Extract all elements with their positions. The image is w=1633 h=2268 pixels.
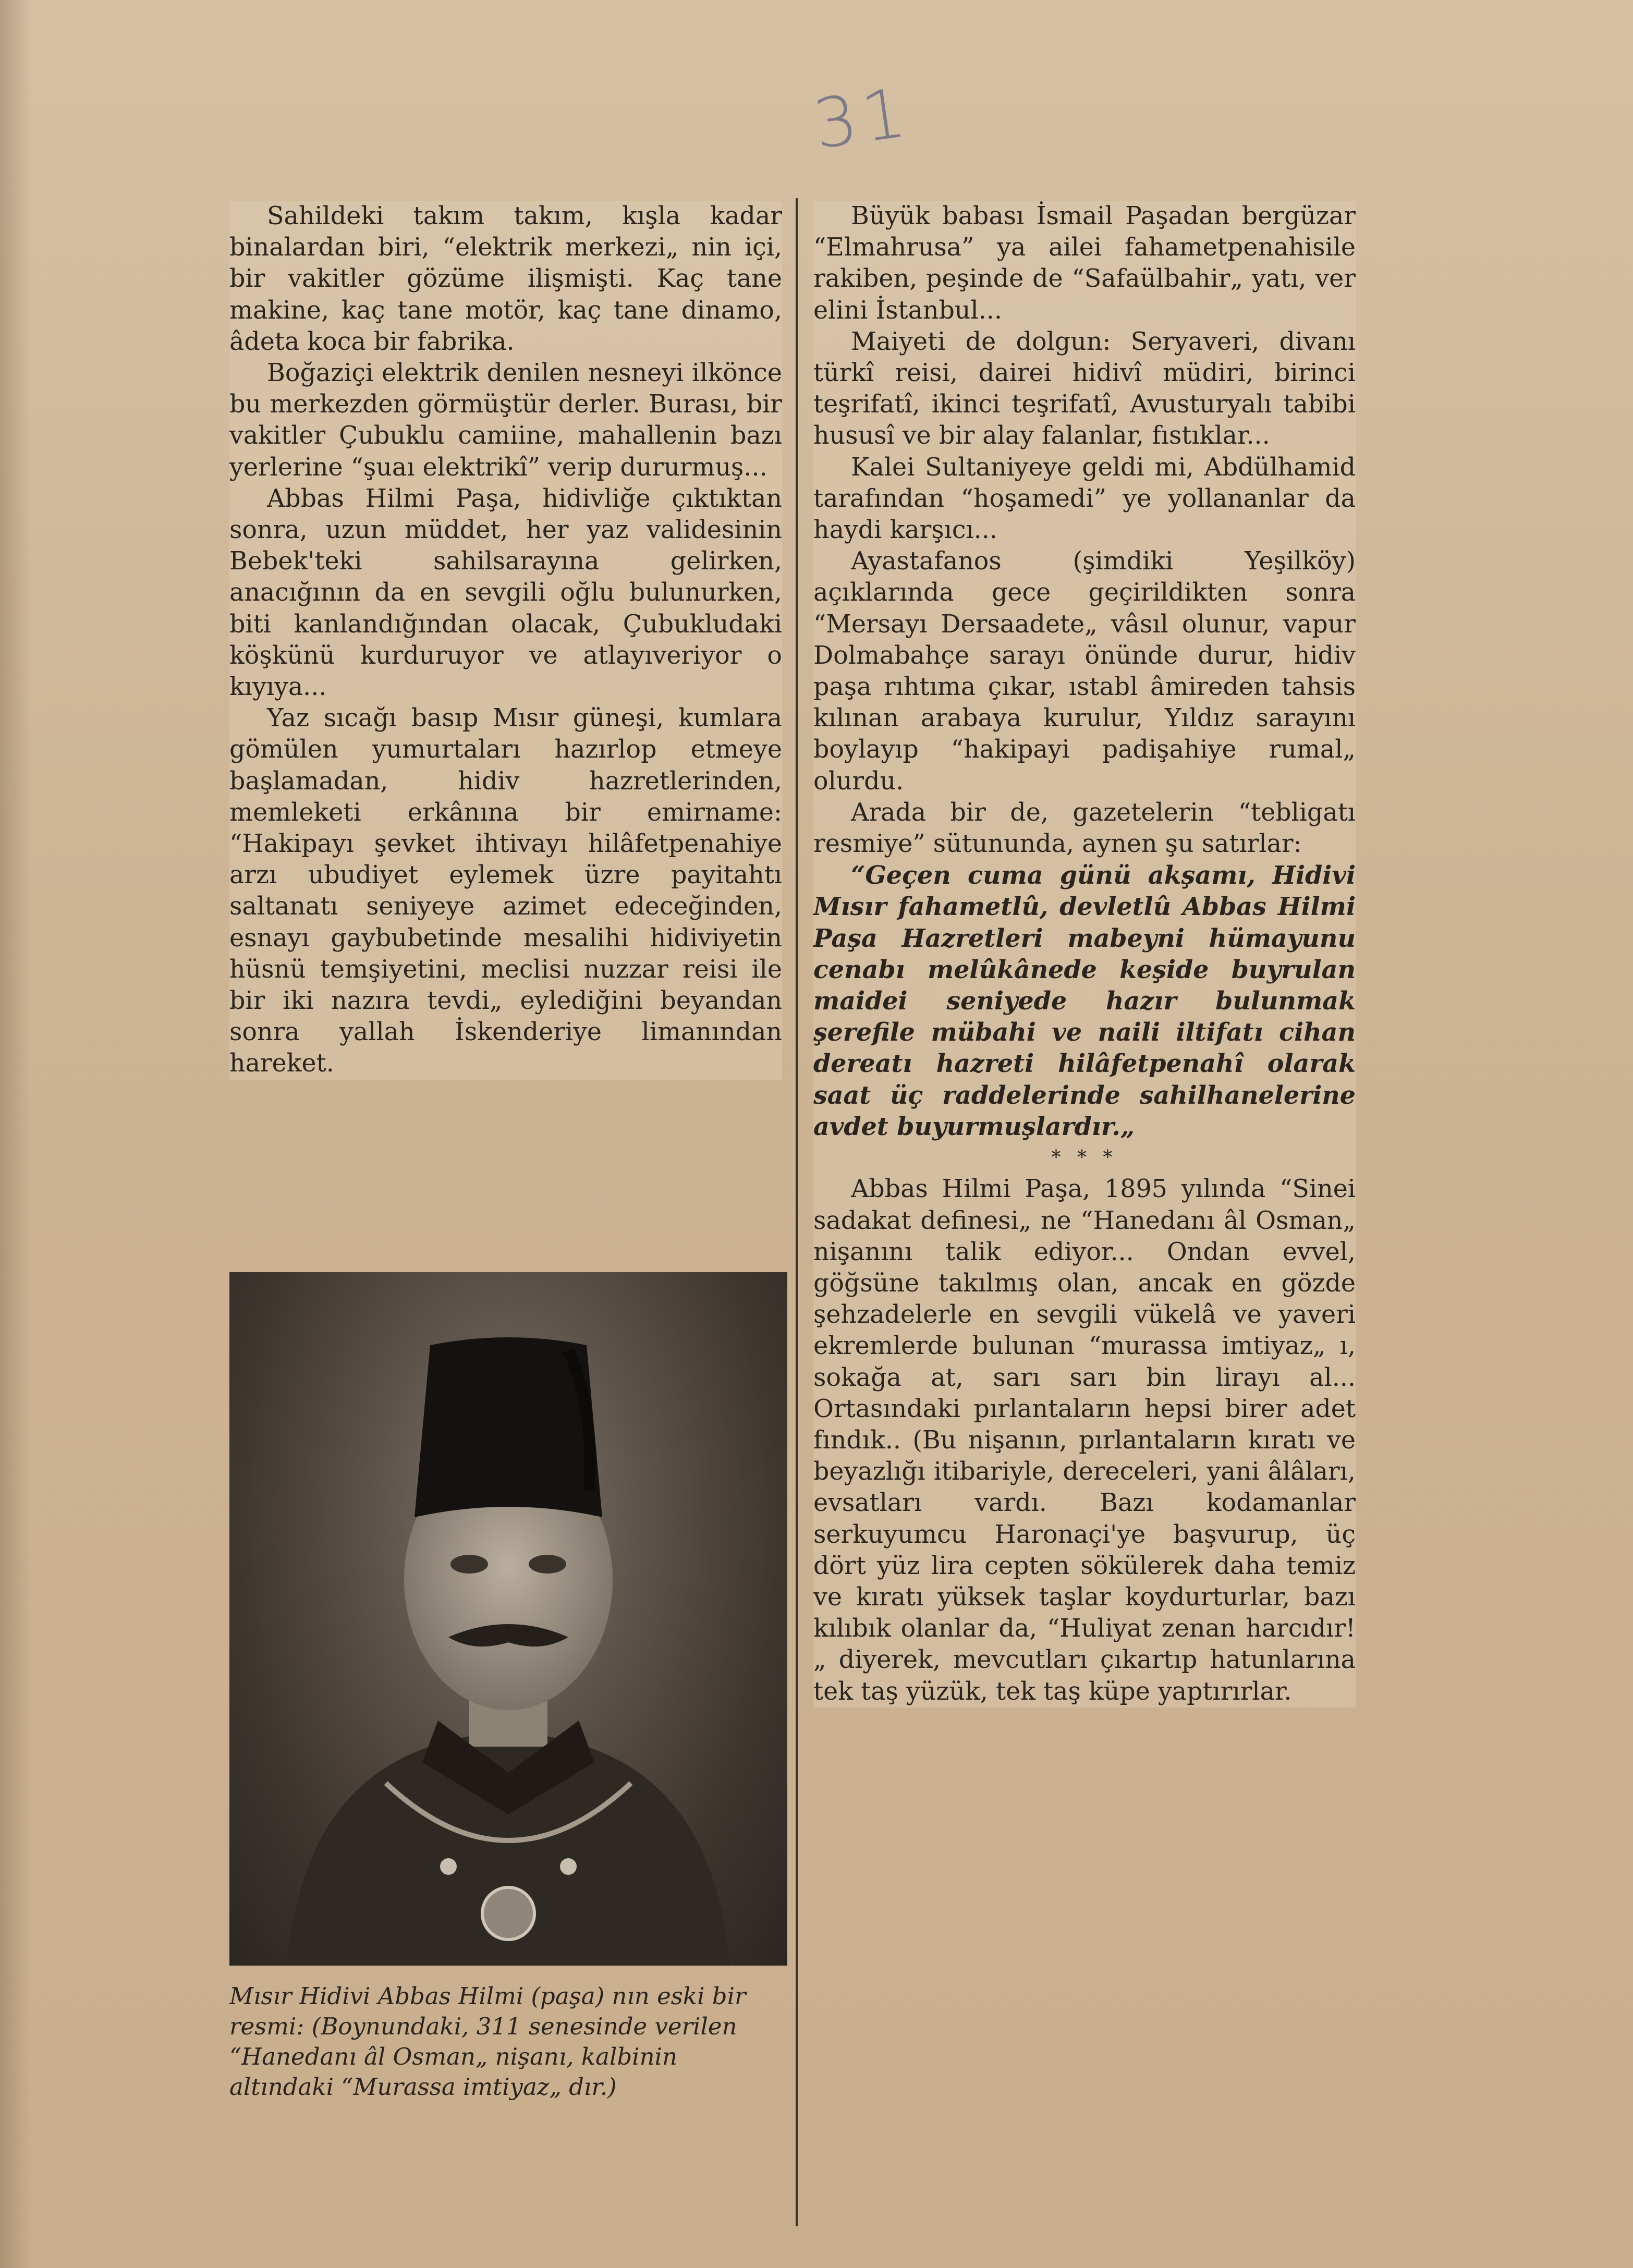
paragraph: Boğaziçi elektrik denilen nesneyi ilkönce bu merkezden görmüştür derler. Burası, bir vakitler Çubuklu camiine, mahallenin bazı yerlerine “şuaı elektrikî” verip dururmuş... — [229, 359, 782, 482]
paragraph: Yaz sıcağı basıp Mısır güneşi, kumlara gömülen yumurtaları hazırlop etmeye başlamadan, hidiv hazretlerinden, memleketi erkânına bir emirname: “Hakipayı şevket ihtivayı hilâfetpenahiye arzı ubudiyet eylemek üzre payitahtı saltanatı seniyeye azimet edeceğinden, esnayı gaybubetinde mesalihi hidiviyetin hüsnü temşiyetini, meclisi nuzzar reisi ile bir iki nazıra tevdi„ eylediğini beyandan sonra yallah İskenderiye limanından hareket. — [229, 704, 782, 1078]
section-separator: * * * — [1051, 1147, 1118, 1169]
paragraph: Ayastafanos (şimdiki Yeşilköy) açıklarında gece geçirildikten sonra “Mersayı Dersaadete„ vâsıl olunur, vapur Dolmabahçe sarayı önünde durur, hidiv paşa rıhtıma çıkar, ıstabl âmireden tahsis kılınan arabaya kurulur, Yıldız sarayını boylayıp “hakipayi padişahiye rumal„ olurdu. — [813, 547, 1356, 796]
left-column-text — [229, 201, 782, 1080]
page-edge-shadow — [0, 0, 31, 2268]
paragraph: Kalei Sultaniyeye geldi mi, Abdülhamid tarafından “hoşamedi” ye yollananlar da haydi karşıcı... — [813, 453, 1356, 545]
paragraph: Sahildeki takım takım, kışla kadar binalardan biri, “elektrik merkezi„ nin içi, bir vakitler gözüme ilişmişti. Kaç tane makine, kaç tane motör, kaç tane dinamo, âdeta koca bir fabrika. — [229, 202, 782, 356]
portrait-photo — [229, 1272, 787, 1966]
paragraph: Maiyeti de dolgun: Seryaveri, divanı türkî reisi, dairei hidivî müdiri, birinci teşrifatî, ikinci teşrifatî, Avusturyalı tabibi hususî ve bir alay falanlar, fıstıklar... — [813, 327, 1356, 450]
paragraph: Abbas Hilmi Paşa, hidivliğe çıktıktan sonra, uzun müddet, her yaz validesinin Bebek'teki sahilsarayına gelirken, anacığının da en sevgili oğlu bulunurken, biti kanlandığından olacak, Çubukludaki köşkünü kurduruyor ve atlayıveriyor o kıyıya... — [229, 484, 782, 702]
photo-caption: Mısır Hidivi Abbas Hilmi (paşa) nın eski bir resmi: (Boynundaki, 311 senesinde verilen “Hanedanı âl Osman„ nişanı, kalbinin altındaki “Murassa imtiyaz„ dır.) — [229, 1982, 746, 2101]
paragraph: Arada bir de, gazetelerin “tebligatı resmiye” sütununda, aynen şu satırlar: — [813, 798, 1356, 859]
column-divider — [796, 198, 798, 2226]
right-column-text — [813, 201, 1356, 1708]
portrait-figure-drawing — [229, 1272, 787, 1966]
quoted-announcement: “Geçen cuma günü akşamı, Hidivi Mısır fahametlû, devletlû Abbas Hilmi Paşa Hazretleri mabeyni hümayunu cenabı melûkânede keşide buyrulan maidei seniyede hazır bulunmak şerefile mübahi ve naili iltifatı cihan dereatı hazreti hilâfetpenahî olarak saat üç raddelerinde sahilhanelerine avdet buyurmuşlardır.„ — [813, 861, 1356, 1141]
paragraph: Büyük babası İsmail Paşadan bergüzar “Elmahrusa” ya ailei fahametpenahisile rakiben, peşinde de “Safaülbahir„ yatı, ver elini İstanbul... — [813, 202, 1356, 325]
handwritten-page-number: 31 — [809, 72, 916, 165]
paragraph: Abbas Hilmi Paşa, 1895 yılında “Sinei sadakat definesi„ ne “Hanedanı âl Osman„ nişanını talik ediyor... Ondan evvel, göğsüne takılmış olan, ancak en gözde şehzadelerle en sevgili vükelâ ve yaveri ekremlerde bulunan “murassa imtiyaz„ ı, sokağa at, sarı sarı bin lirayı al... Ortasındaki pırlantaların hepsi birer adet fındık.. (Bu nişanın, pırlantaların kıratı ve beyazlığı itibariyle, dereceleri, yani âlâları, evsatları vardı. Bazı kodamanlar serkuyumcu Haronaçi'ye başvurup, üç dört yüz lira cepten sökülerek daha temiz ve kıratı yüksek taşlar koydurturlar, bazı kılıbık olanlar da, “Huliyat zenan harcıdır!„ diyerek, mevcutları çıkartıp hatunlarına tek taş yüzük, tek taş küpe yaptırırlar. — [813, 1175, 1356, 1706]
